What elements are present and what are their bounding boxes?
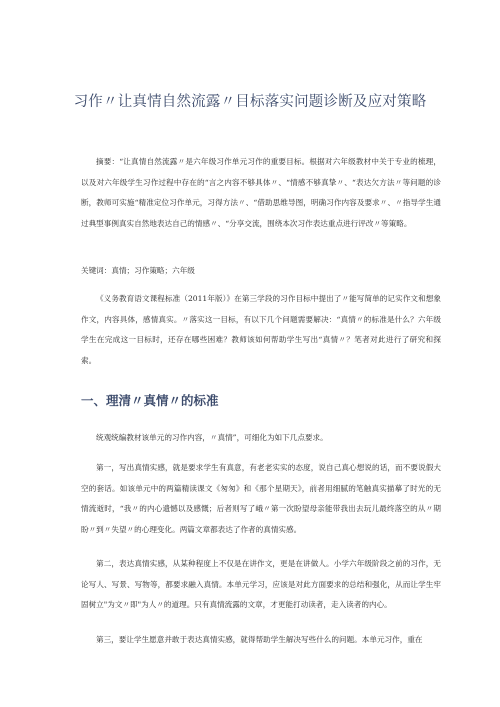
- page-title: 习作〃让真情自然流露〃目标落实问题诊断及应对策略: [73, 94, 427, 110]
- keywords-line: 关键词：真情；习作策略；六年级: [81, 266, 195, 275]
- intro-paragraph: 《义务教育语文课程标准（2011年版）》在第三学段的习作目标中提出了〃能写简单的记实作文和想象作文，内容具体，感情真实。〃落实这一目标，有以下几个问题需要解决：“真情〃的标准是什么？六年级学生在完成这一目标时，还存在哪些困难？教师该如何帮助学生写出“真情〃？笔者对此进行了研究和探索。: [81, 294, 441, 365]
- section-heading: 一、理清〃真情〃的标准: [81, 393, 219, 408]
- body-paragraph-2: 第一，写出真情实感，就是要求学生有真意，有老老实实的态度，说自己真心想说的话，而不要说假大空的套话。如该单元中的两篇精读课文《匆匆》和《那个星期天》，前者用细腻的笔触真实描摹了时光的无情流逝时，“我〃的内心遗憾以及感慨；后者则写了峨〃第一次盼望母亲能带我出去玩儿最终落空的从〃期盼〃到〃失望〃的心理变化。两篇文章都表达了作者的真情实感。: [81, 463, 441, 534]
- body-paragraph-3: 第二，表达真情实感，从某种程度上不仅是在讲作文，更是在讲做人。小学六年级阶段之前的习作，无论写人、写景、写物等，都要求融入真情。本单元学习，应该是对此方面要求的总结和强化，从而让学生牢固树立"为文〃即"为人〃的道理。只有真情流露的文章，才更能打动读者，走入读者的内心。: [81, 559, 441, 609]
- abstract-paragraph: 摘要：“让真情自然流露〃是六年级习作单元习作的重要目标。根据对六年级教材中关于专业的梳理，以及对六年级学生习作过程中存在的“言之内容不够具体〃、“情感不够真挚〃、“表达欠方法〃等问题的诊断，教师可实施“精准定位习作单元，习得方法〃、“借助思维导图，明确习作内容及要求〃、〃指导学生通过典型事例真实自然地表达自己的情感〃、“分享交流，围绕本次习作表达重点进行评改〃等策略。: [81, 157, 441, 228]
- body-paragraph-4: 第三，要让学生愿意并敢于表达真情实感，就得帮助学生解决写些什么的问题。本单元习作，重在: [96, 635, 423, 644]
- body-paragraph-1: 统观统编教材该单元的习作内容，〃真情”，可细化为如下几点要求。: [96, 433, 328, 442]
